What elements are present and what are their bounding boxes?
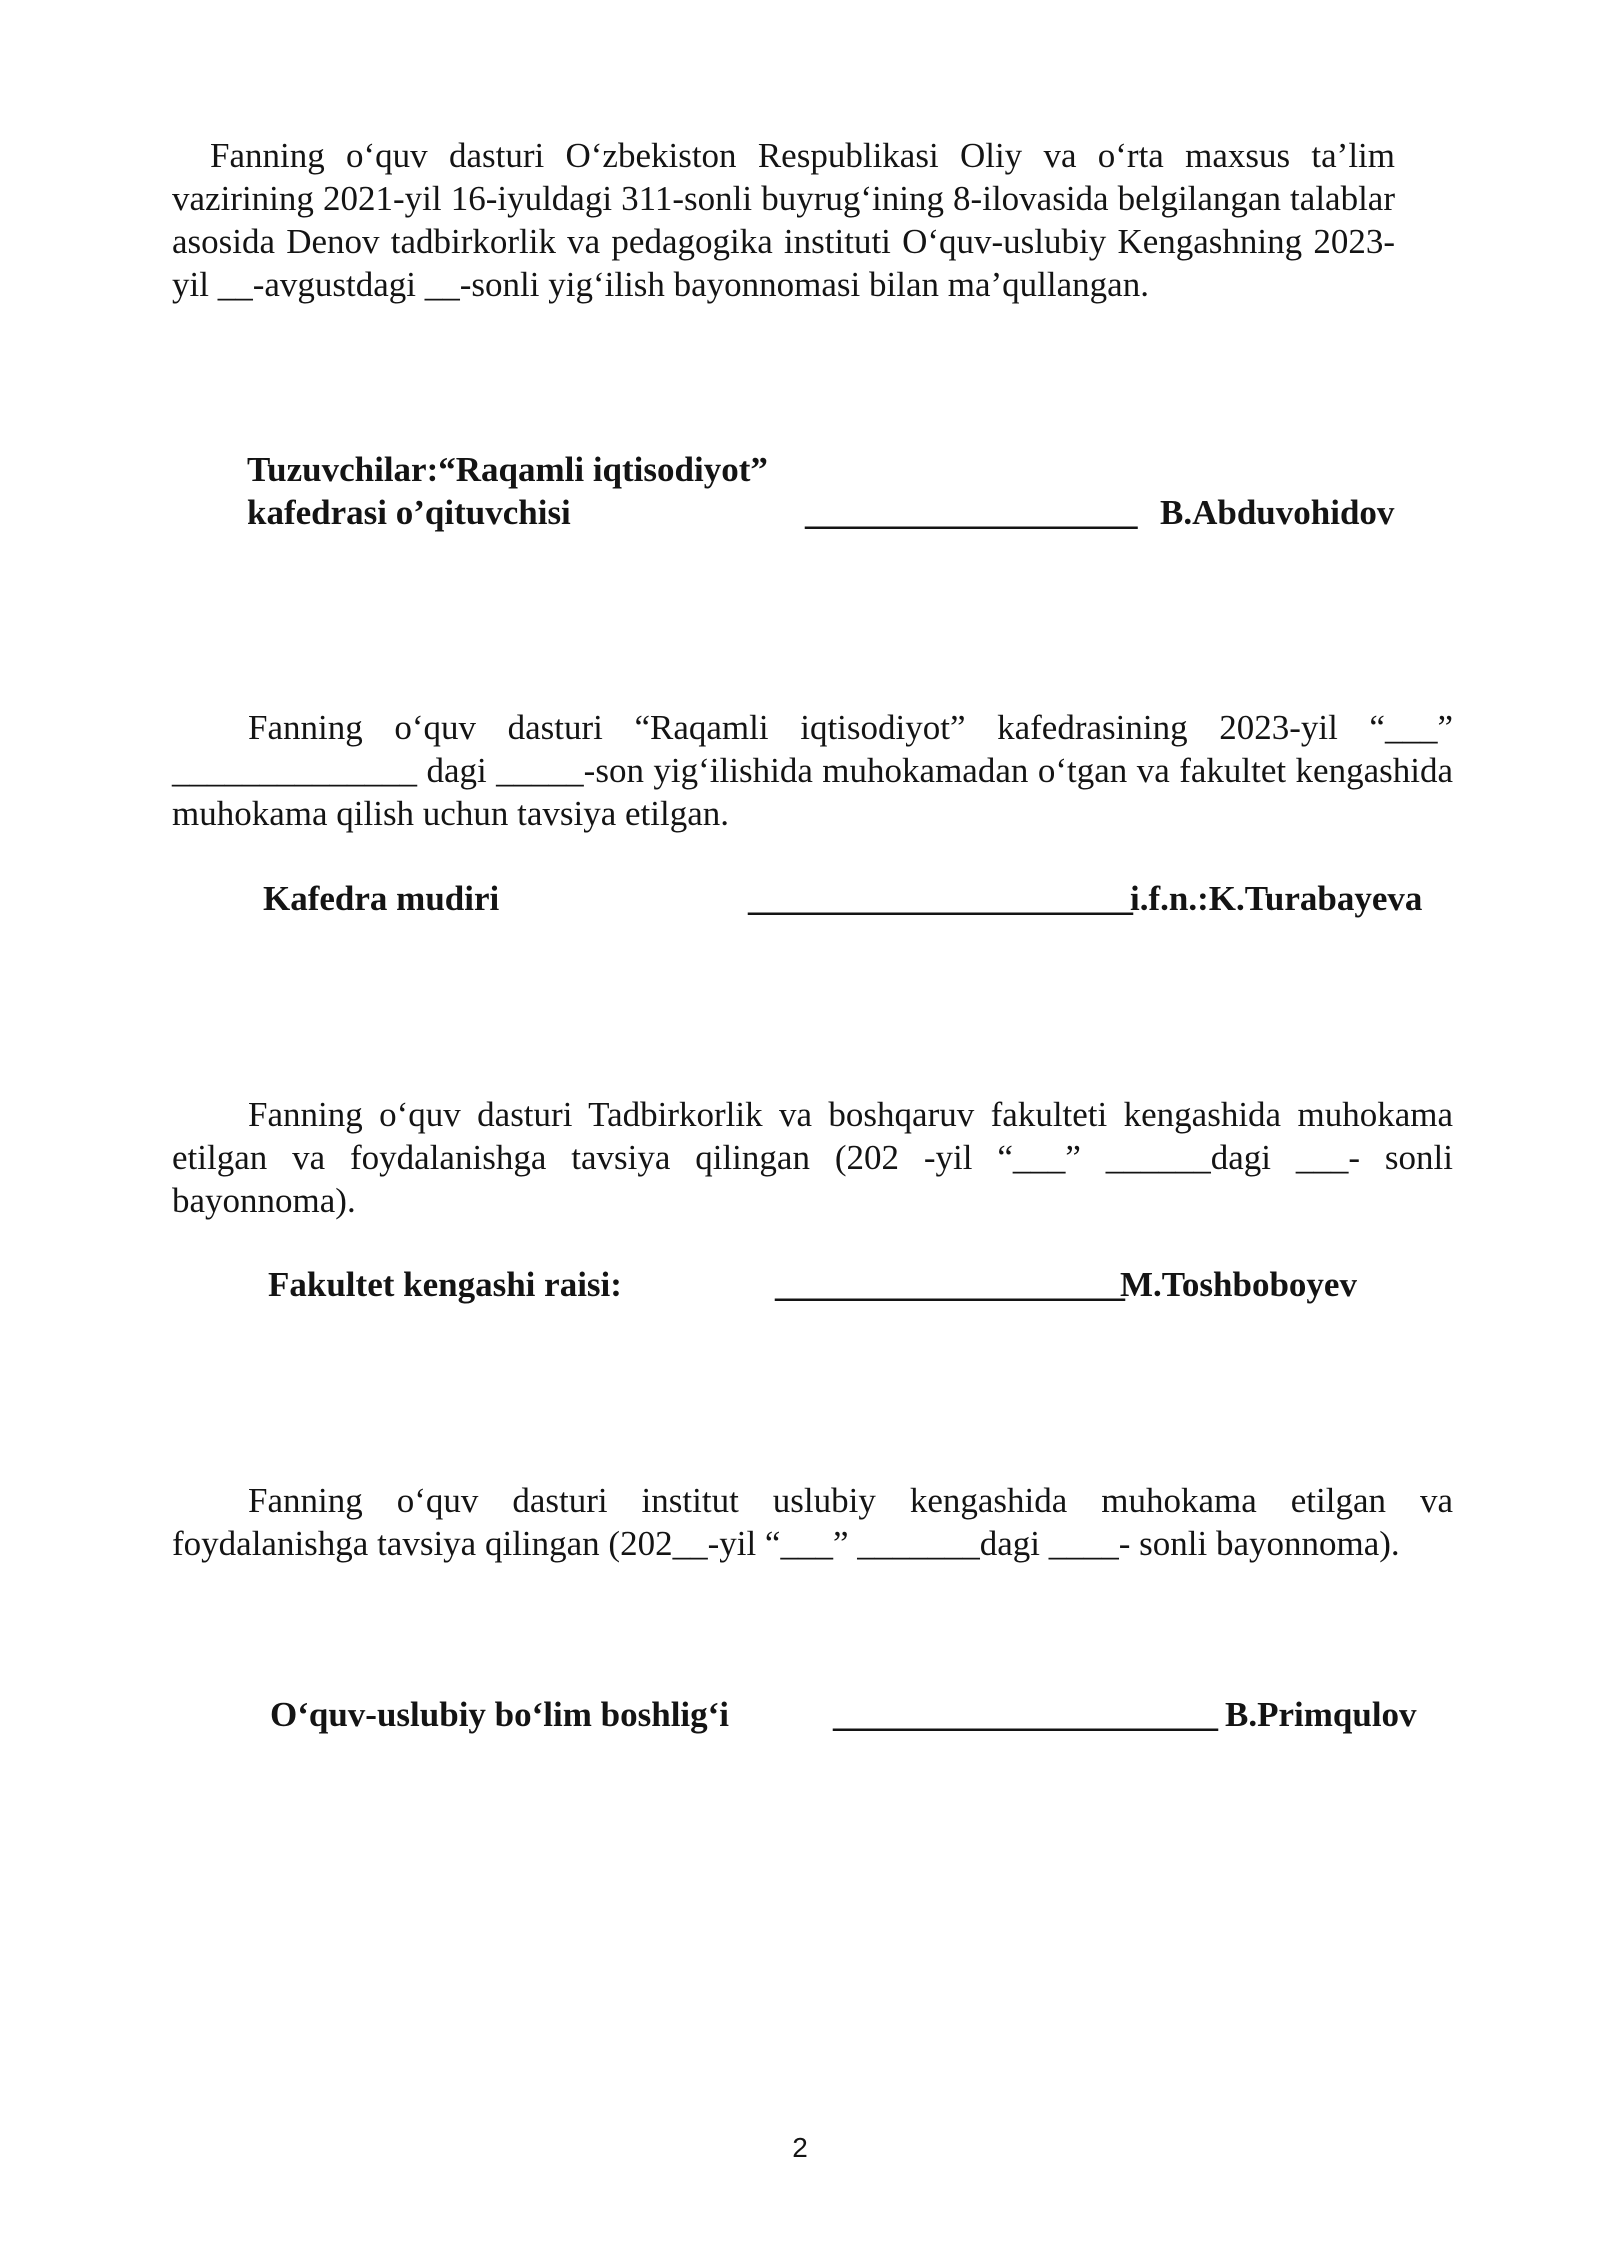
compiler-label-line1: Tuzuvchilar:“Raqamli iqtisodiyot” — [247, 450, 768, 489]
department-paragraph: Fanning o‘quv dasturi “Raqamli iqtisodiyot” kafedrasining 2023-yil “___” ______________ dagi _____-son yig‘ilishida muhokamadan o‘tgan va fakultet kengashida muhokama qilish uchun tavsiya etilgan. — [172, 708, 1453, 833]
faculty-head-label: Fakultet kengashi raisi: — [268, 1265, 622, 1304]
institute-head-name: B.Primqulov — [1225, 1695, 1417, 1734]
institute-paragraph: Fanning o‘quv dasturi institut uslubiy kengashida muhokama etilgan va foydalanishga tavsiya qilingan (202__-yil “___” _______dagi ____- sonli bayonnoma). — [172, 1481, 1453, 1563]
department-head-label: Kafedra mudiri — [263, 879, 500, 918]
faculty-paragraph: Fanning o‘quv dasturi Tadbirkorlik va boshqaruv fakulteti kengashida muhokama etilgan va foydalanishga tavsiya qilingan (202 -yil “___” ______dagi ___- sonli bayonnoma). — [172, 1095, 1453, 1220]
department-signature-line: ______________________ — [748, 879, 1133, 918]
institute-signature-line: ______________________ — [833, 1695, 1218, 1734]
department-head-name: i.f.n.:K.Turabayeva — [1130, 879, 1423, 918]
institute-head-label: O‘quv-uslubiy bo‘lim boshlig‘i — [270, 1695, 730, 1734]
faculty-signature-line: ____________________ — [775, 1265, 1125, 1304]
page-number: 2 — [792, 2132, 808, 2163]
compiler-name: B.Abduvohidov — [1160, 493, 1395, 532]
faculty-head-name: M.Toshboboyev — [1120, 1265, 1357, 1304]
compiler-signature-line: ___________________ — [805, 493, 1138, 532]
intro-paragraph: Fanning o‘quv dasturi O‘zbekiston Respublikasi Oliy va o‘rta maxsus ta’lim vazirining 2021-yil 16-iyuldagi 311-sonli buyrug‘ining 8-ilovasida belgilangan talablar asosida Denov tadbirkorlik va pedagogika instituti O‘quv-uslubiy Kengashning 2023-yil __-avgustdagi __-sonli yig‘ilish bayonnomasi bilan ma’qullangan. — [172, 136, 1395, 304]
compiler-label-line2: kafedrasi o’qituvchisi — [247, 493, 571, 532]
